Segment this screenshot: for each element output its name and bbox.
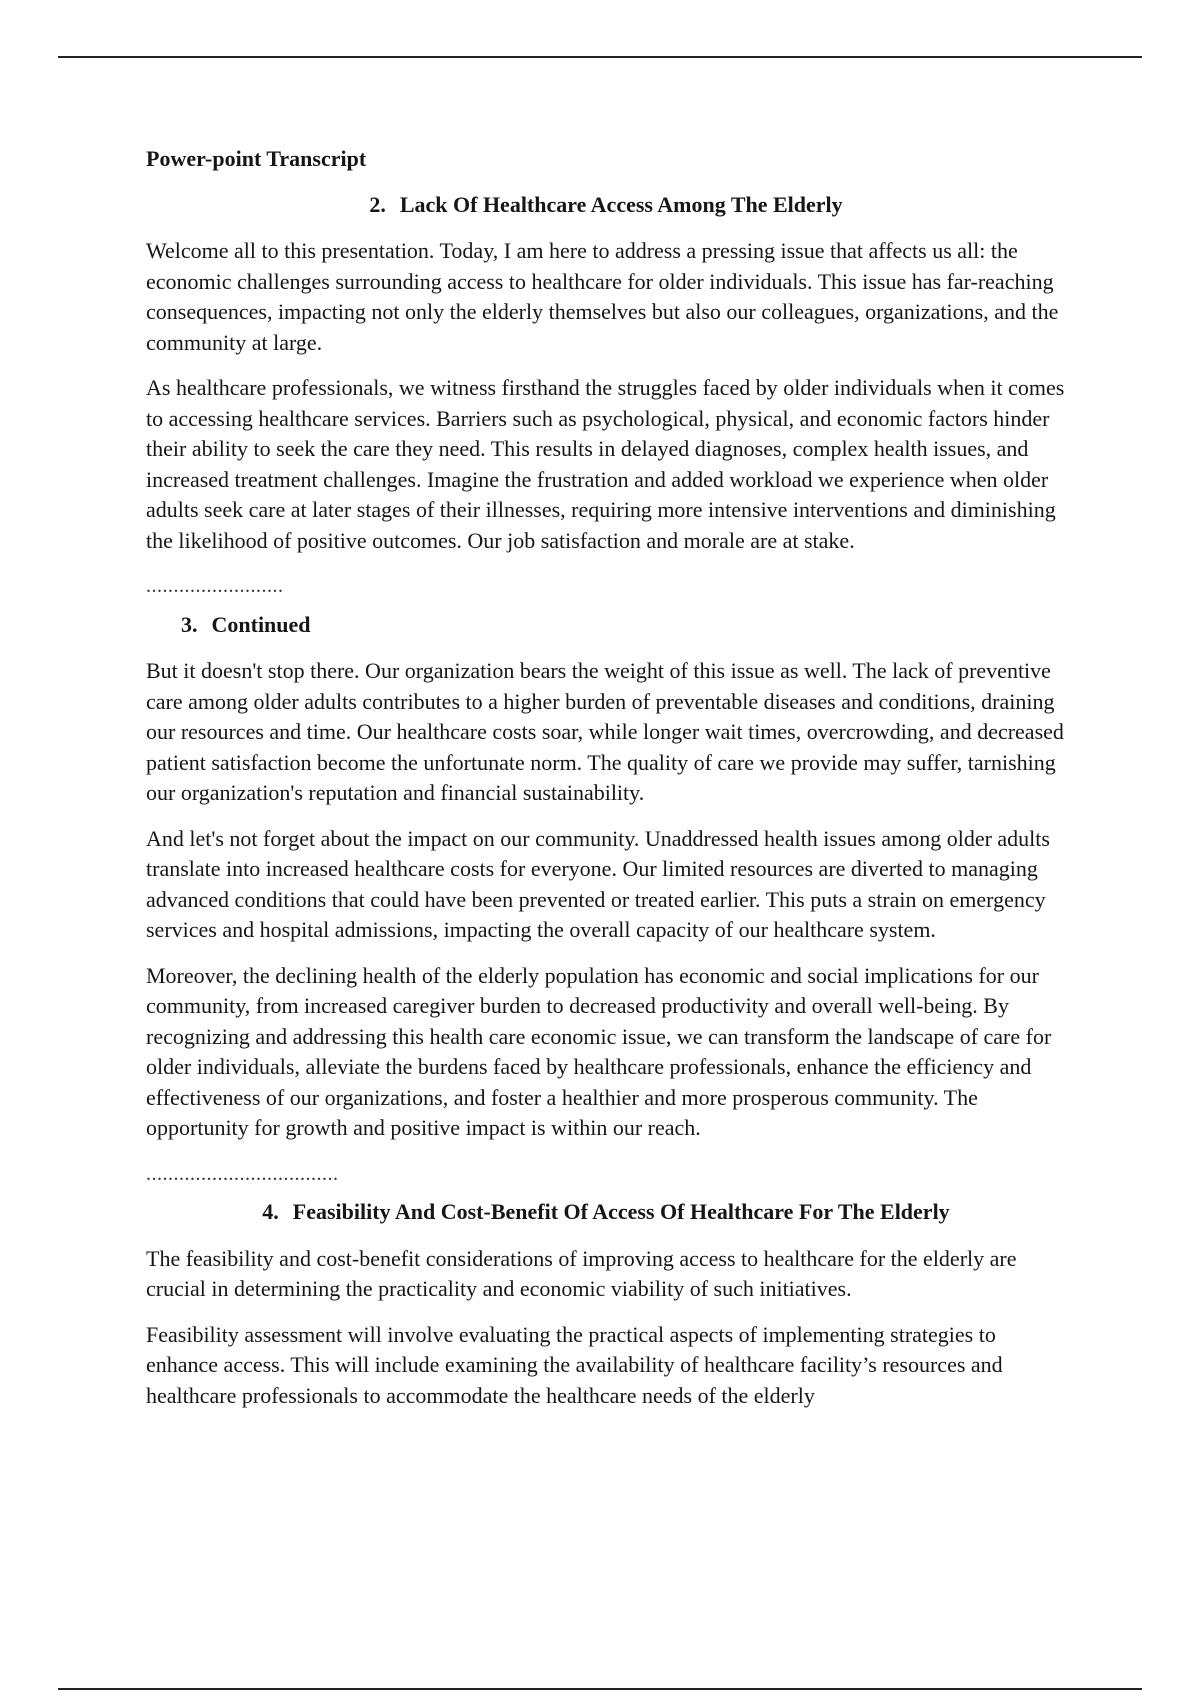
paragraph: As healthcare professionals, we witness firsthand the struggles faced by older individuals when it comes to accessing healthcare services. Barriers such as psychological, physical, and economic factors hinder their ability to seek the care they need. This results in delayed diagnoses, complex health issues, and increased treatment challenges. Imagine the frustration and added workload we experience when older adults seek care at later stages of their illnesses, requiring more intensive interventions and diminishing the likelihood of positive outcomes. Our job satisfaction and morale are at stake.	[146, 375, 1065, 553]
section-heading	[146, 190, 1066, 221]
section-heading	[146, 610, 1066, 641]
section-heading-text: Feasibility And Cost-Benefit Of Access Of Healthcare For The Elderly	[292, 1199, 950, 1224]
paragraph: Moreover, the declining health of the elderly population has economic and social implications for our community, from increased caregiver burden to decreased productivity and overall well-being. By recognizing and addressing this health care economic issue, we can transform the landscape of care for older individuals, alleviate the burdens faced by healthcare professionals, enhance the efficiency and effectiveness of our organizations, and foster a healthier and more prosperous community. The opportunity for growth and positive impact is within our reach.	[146, 962, 1052, 1140]
paragraph: Welcome all to this presentation. Today, I am here to address a pressing issue that affects us all: the economic challenges surrounding access to healthcare for older individuals. This issue has far-reaching consequences, impacting not only the elderly themselves but also our colleagues, organizations, and the community at large.	[146, 238, 1059, 355]
section-heading	[146, 1197, 1066, 1228]
paragraph: Feasibility assessment will involve evaluating the practical aspects of implementing strategies to enhance access. This will include examining the availability of healthcare facility’s resources and healthcare professionals to accommodate the healthcare needs of the elderly	[146, 1321, 1003, 1408]
document-title: Power-point Transcript	[146, 146, 367, 171]
dotted-separator: .........................	[146, 575, 284, 597]
document-body	[146, 144, 1066, 1426]
dotted-separator: ...................................	[146, 1162, 339, 1185]
page-bottom-rule	[58, 1688, 1142, 1690]
paragraph: But it doesn't stop there. Our organization bears the weight of this issue as well. The lack of preventive care among older adults contributes to a higher burden of preventable diseases and conditions, draining our resources and time. Our healthcare costs soar, while longer wait times, overcrowding, and decreased patient satisfaction become the unfortunate norm. The quality of care we provide may suffer, tarnishing our organization's reputation and financial sustainability.	[146, 658, 1064, 805]
section-heading-text: Lack Of Healthcare Access Among The Elderly	[399, 191, 843, 217]
paragraph: And let's not forget about the impact on our community. Unaddressed health issues among older adults translate into increased healthcare costs for everyone. Our limited resources are diverted to managing advanced conditions that could have been prevented or treated earlier. This puts a strain on emergency services and hospital admissions, impacting the overall capacity of our healthcare system.	[146, 825, 1050, 942]
section-number: 3.	[181, 611, 198, 637]
section-number: 4.	[262, 1199, 279, 1224]
paragraph: The feasibility and cost-benefit considerations of improving access to healthcare for the elderly are crucial in determining the practicality and economic viability of such initiatives.	[146, 1245, 1017, 1301]
section-heading-text: Continued	[211, 611, 311, 637]
page-top-rule	[58, 56, 1142, 58]
section-number: 2.	[369, 191, 386, 217]
